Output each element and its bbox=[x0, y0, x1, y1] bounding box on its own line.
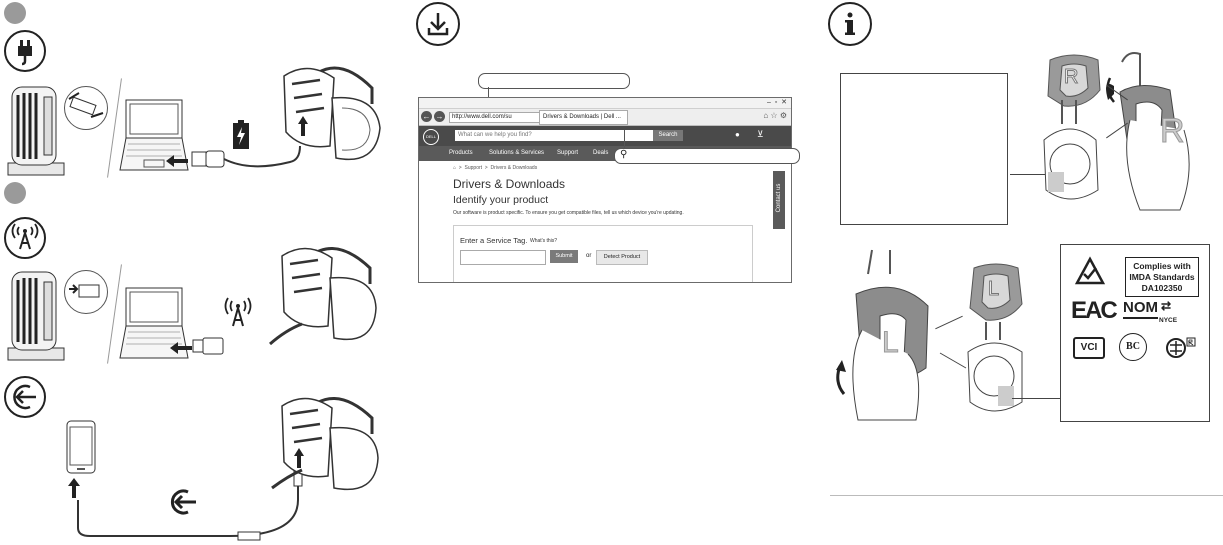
service-tag-input[interactable] bbox=[460, 250, 546, 265]
page-subtitle: Identify your product bbox=[453, 194, 549, 206]
nom-mark: NOM bbox=[1123, 299, 1158, 319]
headset-illustration bbox=[266, 240, 378, 360]
wireless-icon bbox=[4, 217, 46, 259]
nyce-mark: NYCE bbox=[1159, 317, 1178, 324]
vci-mark: VCI bbox=[1073, 337, 1105, 359]
arrow-up-icon bbox=[298, 116, 308, 141]
search-callout bbox=[614, 148, 800, 164]
browser-tab[interactable]: Drivers & Downloads | Dell ... bbox=[539, 110, 628, 125]
search-icon: ⚲ bbox=[620, 149, 628, 160]
usb-dongle-illustration bbox=[192, 336, 224, 361]
right-letter-large: R bbox=[1160, 112, 1185, 150]
usb-port-magnifier bbox=[64, 86, 108, 130]
window-controls[interactable]: – ▫ ✕ bbox=[766, 99, 787, 106]
dell-logo[interactable]: DELL bbox=[423, 129, 439, 145]
site-header bbox=[419, 126, 791, 146]
site-search-button[interactable]: Search bbox=[653, 130, 683, 141]
browser-window bbox=[418, 97, 792, 283]
rcm-mark-icon bbox=[1075, 257, 1105, 290]
left-earcup-illustration bbox=[962, 322, 1032, 423]
download-icon bbox=[416, 2, 460, 46]
arrow-left-icon bbox=[166, 154, 188, 172]
detect-product-button[interactable]: Detect Product bbox=[596, 250, 648, 265]
left-earcup-cushion bbox=[966, 262, 1026, 327]
back-button[interactable]: ← bbox=[422, 112, 431, 121]
hand-attaching-cushion bbox=[832, 250, 942, 435]
cart-icon[interactable]: ⊻ bbox=[757, 129, 764, 139]
charging-dock-illustration bbox=[6, 83, 66, 178]
address-bar bbox=[419, 109, 791, 126]
page-description: Our software is product specific. To ensure you get compatible files, tell us which device you're updating. bbox=[453, 210, 684, 216]
breadcrumb-current: Drivers & Downloads bbox=[490, 165, 538, 171]
site-search-input[interactable]: What can we help you find? bbox=[455, 130, 654, 141]
hand-removing-cushion bbox=[1100, 50, 1200, 225]
charging-dock-illustration bbox=[6, 268, 66, 363]
info-icon bbox=[828, 2, 872, 46]
audio-input-icon bbox=[168, 488, 198, 521]
japan-mark-icon bbox=[1165, 337, 1199, 364]
bottom-rule bbox=[830, 495, 1223, 496]
imda-line-2: IMDA Standards bbox=[1129, 272, 1195, 282]
nav-item-support[interactable]: Support bbox=[557, 150, 579, 156]
label-placeholder-box bbox=[840, 73, 1008, 225]
breadcrumb: ⌂ > Support > Drivers & Downloads bbox=[453, 165, 538, 171]
leader-line bbox=[1012, 398, 1062, 399]
account-icon[interactable]: ● bbox=[735, 130, 740, 139]
submit-button[interactable]: Submit bbox=[550, 250, 578, 263]
or-text: or bbox=[586, 253, 592, 259]
eac-mark: EAC bbox=[1071, 297, 1116, 324]
nav-item-deals[interactable]: Deals bbox=[593, 150, 609, 156]
title-bar bbox=[419, 98, 791, 109]
arrow-up-icon bbox=[294, 448, 304, 473]
headset-illustration bbox=[272, 58, 384, 170]
page-body bbox=[419, 161, 791, 282]
contact-us-label: Contact us bbox=[776, 183, 782, 213]
nav-item-solutions[interactable]: Solutions & Services bbox=[489, 150, 545, 156]
wireless-icon bbox=[224, 298, 252, 333]
step-marker-2 bbox=[4, 182, 26, 204]
page-title: Drivers & Downloads bbox=[453, 177, 566, 191]
step-marker-1 bbox=[4, 2, 26, 24]
breadcrumb-support[interactable]: Support bbox=[464, 165, 483, 171]
service-tag-label: Enter a Service Tag. bbox=[460, 236, 528, 245]
whats-this-link[interactable]: What's this? bbox=[530, 238, 558, 244]
service-tag-box bbox=[453, 225, 753, 283]
address-callout bbox=[478, 73, 630, 89]
power-plug-icon bbox=[4, 30, 46, 72]
imda-box bbox=[1125, 257, 1199, 297]
compliance-label-box bbox=[1060, 244, 1210, 422]
left-letter: L bbox=[988, 278, 1000, 300]
nyce-arrows-icon: ⇄ bbox=[1161, 299, 1172, 313]
callout-pointer bbox=[624, 130, 625, 150]
battery-charging-icon bbox=[232, 120, 250, 155]
imda-line-1: Complies with bbox=[1133, 261, 1191, 271]
arrow-left-icon bbox=[170, 341, 192, 359]
imda-line-3: DA102350 bbox=[1141, 283, 1183, 293]
audio-input-icon bbox=[4, 376, 46, 418]
contact-us-tab[interactable] bbox=[773, 171, 785, 229]
left-letter-large: L bbox=[882, 326, 899, 359]
bc-mark: BC bbox=[1119, 333, 1147, 361]
usb-port-magnifier bbox=[64, 270, 108, 314]
breadcrumb-home[interactable]: ⌂ bbox=[453, 165, 457, 171]
right-letter: R bbox=[1064, 66, 1079, 88]
home-icon[interactable]: ⌂ ☆ ⚙ bbox=[763, 111, 787, 120]
url-field[interactable]: http://www.dell.com/su bbox=[449, 112, 541, 123]
nav-item-products[interactable]: Products bbox=[449, 150, 473, 156]
forward-button[interactable]: → bbox=[435, 112, 444, 121]
headset-illustration bbox=[268, 390, 380, 510]
